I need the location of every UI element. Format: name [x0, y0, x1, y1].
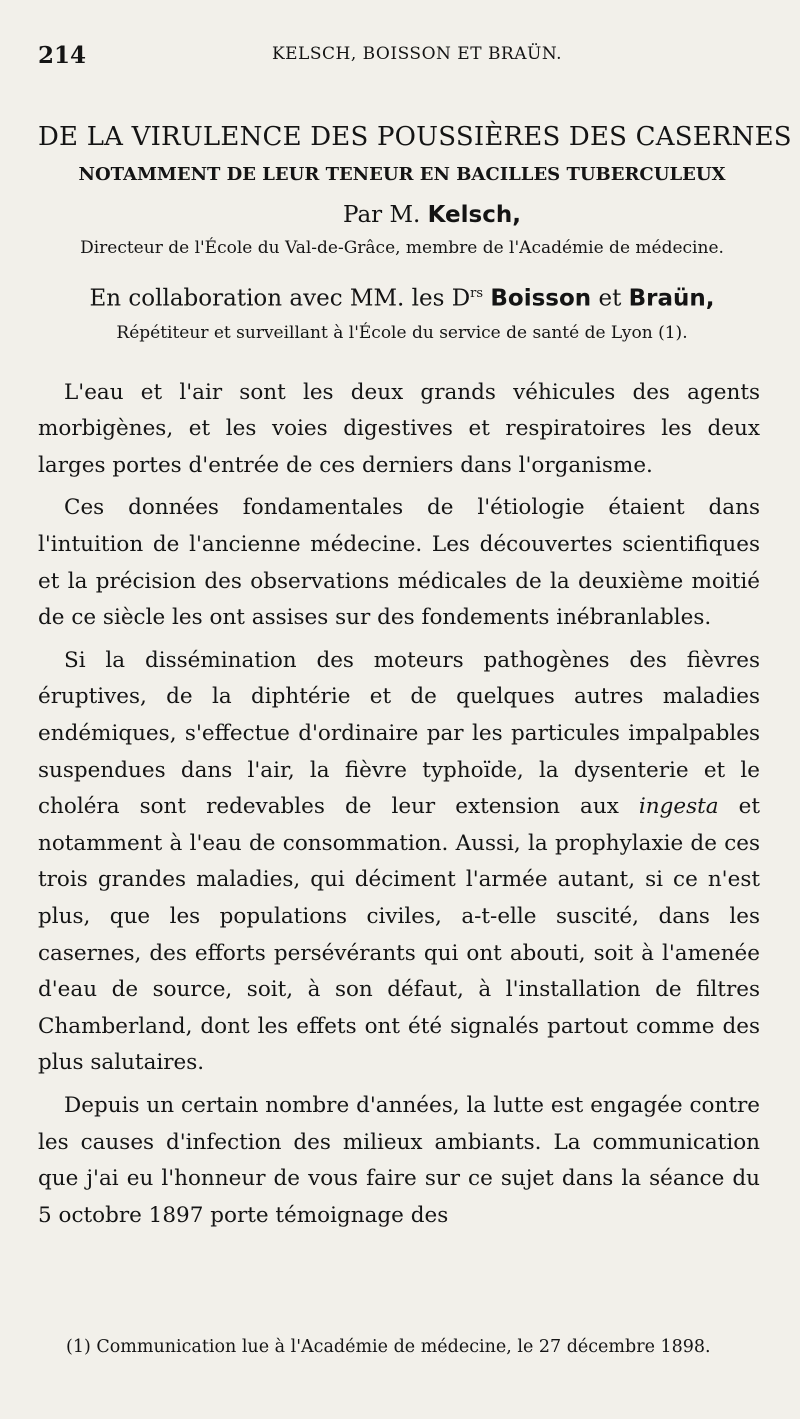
italic-term: ingesta: [638, 794, 719, 820]
paragraph-3: [38, 643, 760, 1082]
collab-and: et: [598, 285, 622, 312]
collaborator-name-2: Braün,: [628, 285, 715, 312]
article-title: DE LA VIRULENCE DES POUSSIÈRES DES CASERNES: [38, 122, 792, 152]
page-number: 214: [38, 42, 87, 69]
collab-prefix: En collaboration avec MM. les D: [89, 285, 471, 312]
paragraph-2: Ces données fondamentales de l'étiologie étaient dans l'intuition de l'ancienne médecine. Les découvertes scientifiques et la précision des observations médicales de la deuxième moitié de ce siècle les ont assises sur des fondements inébranlables.: [38, 495, 760, 631]
collaborator-name-1: Boisson: [490, 285, 592, 312]
running-title: KELSCH, BOISSON ET BRAÜN.: [271, 44, 563, 64]
collab-superscript: rs: [470, 286, 484, 301]
running-head: [38, 38, 766, 72]
collaboration-line: [38, 278, 766, 315]
article-subtitle: NOTAMMENT DE LEUR TENEUR EN BACILLES TUBERCULEUX: [78, 164, 726, 185]
paragraph-1: L'eau et l'air sont les deux grands véhicules des agents morbigènes, et les voies digestives et respiratoires les deux larges portes d'entrée de ces derniers dans l'organisme.: [38, 379, 760, 478]
author-byline: [38, 200, 766, 230]
paragraph-4: Depuis un certain nombre d'années, la lutte est engagée contre les causes d'infection des milieux ambiants. La communication que j'ai eu l'honneur de vous faire sur ce sujet dans la séance du 5 octobre 1897 porte témoignage des: [38, 1092, 760, 1228]
paragraph-3-part-1: Si la dissémination des moteurs pathogènes des fièvres éruptives, de la diphtérie et de quelques autres maladies endémiques, s'effectue d'ordinaire par les particules impalpables suspendues dans l'air, la fièvre typhoïde, la dysenterie et le choléra sont redevables de leur extension aux: [38, 647, 760, 820]
paragraph-3-part-2: et notamment à l'eau de consommation. Aussi, la prophylaxie de ces trois grandes maladies, qui déciment l'armée autant, si ce n'est plus, que les populations civiles, a-t-elle suscité, dans les casernes, des efforts persévérants qui ont abouti, soit à l'amenée d'eau de source, soit, à son défaut, à l'installation de filtres Chamberland, dont les effets ont été signalés partout comme des plus salutaires.: [38, 794, 760, 1076]
author-name: Kelsch,: [427, 202, 521, 228]
article-body: [38, 375, 766, 1235]
author-affiliation: Directeur de l'École du Val-de-Grâce, membre de l'Académie de médecine.: [80, 238, 724, 258]
collaborator-role: Répétiteur et surveillant à l'École du service de santé de Lyon (1).: [116, 322, 688, 343]
footnote: (1) Communication lue à l'Académie de médecine, le 27 décembre 1898.: [66, 1337, 711, 1357]
byline-prefix: Par M.: [343, 202, 421, 228]
